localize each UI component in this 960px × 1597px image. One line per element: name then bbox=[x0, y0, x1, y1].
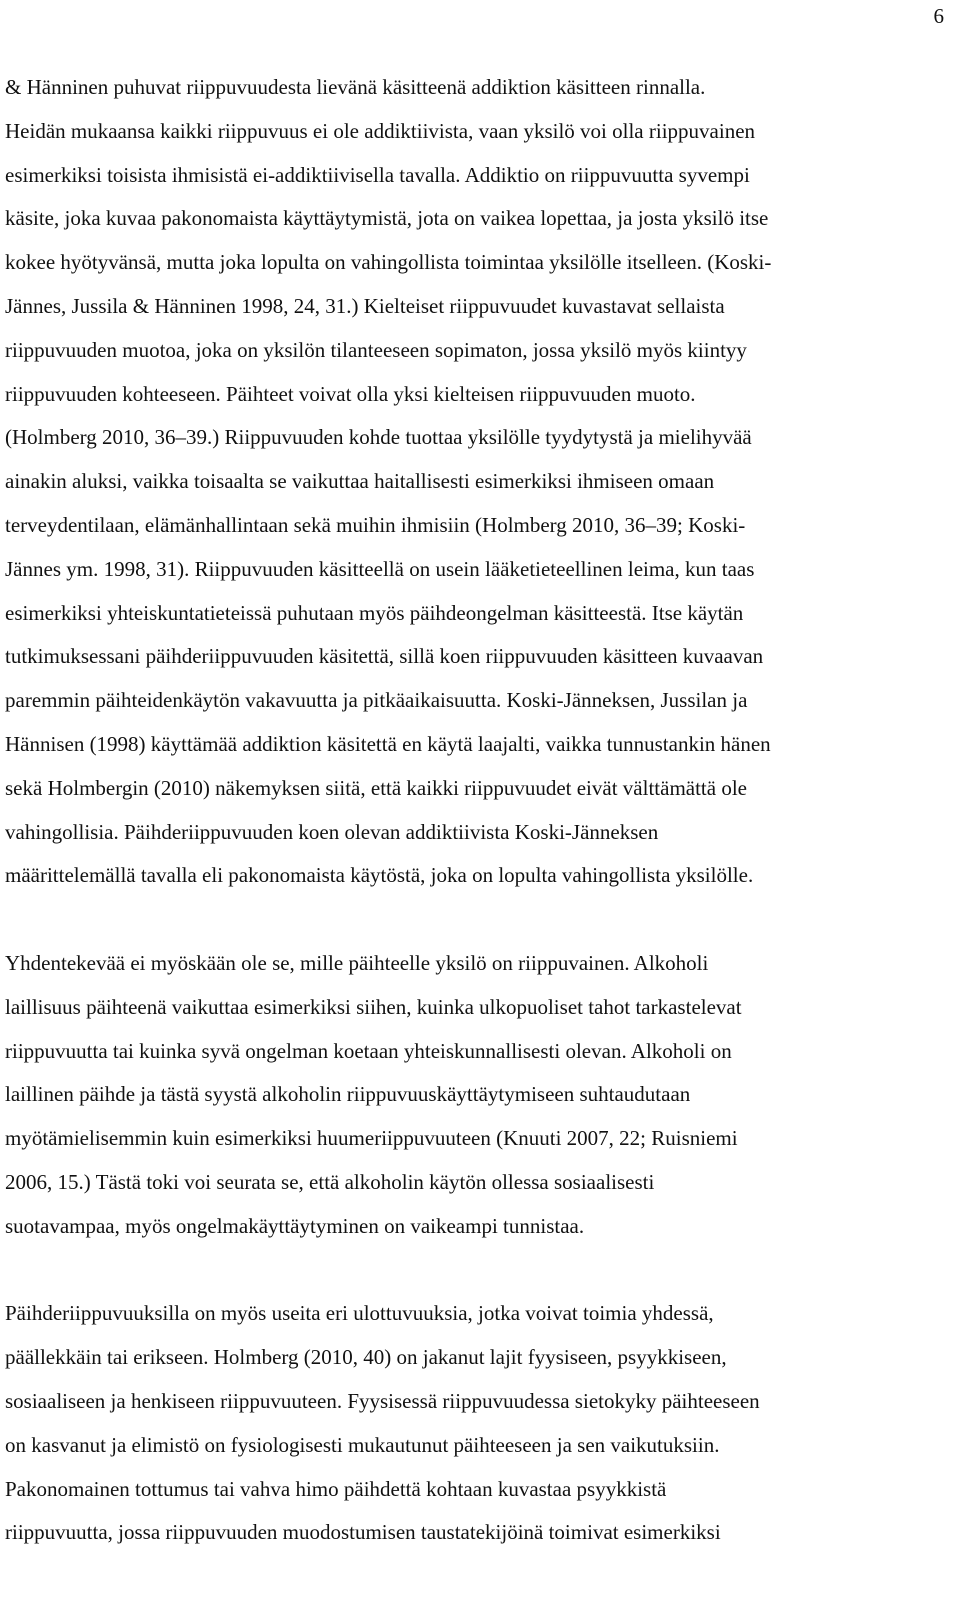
text-line: esimerkiksi yhteiskuntatieteissä puhutaan myös päihdeongelman käsitteestä. Itse käytän bbox=[5, 600, 744, 625]
text-line: riippuvuutta, jossa riippuvuuden muodostumisen taustatekijöinä toimivat esimerkiksi bbox=[5, 1520, 721, 1545]
text-line: Päihderiippuvuuksilla on myös useita eri ulottuvuuksia, jotka voivat toimia yhdessä, bbox=[5, 1301, 714, 1326]
text-line: terveydentilaan, elämänhallintaan sekä muihin ihmisiin (Holmberg 2010, 36–39; Koski- bbox=[5, 512, 746, 537]
text-line: laillinen päihde ja tästä syystä alkoholin riippuvuuskäyttäytymiseen suhtaudutaan bbox=[5, 1082, 691, 1107]
paragraph bbox=[5, 66, 960, 898]
text-line: päällekkäin tai erikseen. Holmberg (2010, 40) on jakanut lajit fyysiseen, psyykkiseen, bbox=[5, 1345, 727, 1370]
text-line: esimerkiksi toisista ihmisistä ei-addiktiivisella tavalla. Addiktio on riippuvuutta syvempi bbox=[5, 162, 750, 187]
text-line: Hännisen (1998) käyttämää addiktion käsitettä en käytä laajalti, vaikka tunnustankin hänen bbox=[5, 731, 771, 756]
text-line: 2006, 15.) Tästä toki voi seurata se, että alkoholin käytön ollessa sosiaalisesti bbox=[5, 1169, 655, 1194]
paragraph-spacer bbox=[5, 898, 960, 942]
text-line: riippuvuuden muotoa, joka on yksilön tilanteeseen sopimaton, jossa yksilö myös kiintyy bbox=[5, 337, 747, 362]
text-line: kokee hyötyvänsä, mutta joka lopulta on vahingollista toimintaa yksilölle itselleen. (Koski- bbox=[5, 250, 772, 275]
text-line: ainakin aluksi, vaikka toisaalta se vaikuttaa haitallisesti esimerkiksi ihmiseen omaan bbox=[5, 469, 715, 494]
text-line: määrittelemällä tavalla eli pakonomaista käytöstä, joka on lopulta vahingollista yksilölle. bbox=[5, 863, 754, 888]
text-line: riippuvuuden kohteeseen. Päihteet voivat olla yksi kielteisen riippuvuuden muoto. bbox=[5, 381, 696, 406]
text-line: & Hänninen puhuvat riippuvuudesta lievänä käsitteenä addiktion käsitteen rinnalla. bbox=[5, 75, 706, 99]
text-line: laillisuus päihteenä vaikuttaa esimerkiksi siihen, kuinka ulkopuoliset tahot tarkastelevat bbox=[5, 994, 742, 1019]
paragraph bbox=[5, 1292, 960, 1555]
text-line: (Holmberg 2010, 36–39.) Riippuvuuden kohde tuottaa yksilölle tyydytystä ja mielihyvää bbox=[5, 425, 752, 450]
text-line: sekä Holmbergin (2010) näkemyksen siitä, että kaikki riippuvuudet eivät välttämättä ole bbox=[5, 775, 747, 800]
document-body bbox=[5, 66, 960, 1555]
text-line: käsite, joka kuvaa pakonomaista käyttäytymistä, jota on vaikea lopettaa, ja josta yksilö itse bbox=[5, 206, 769, 231]
page-number: 6 bbox=[933, 4, 944, 28]
text-line: on kasvanut ja elimistö on fysiologisesti mukautunut päihteeseen ja sen vaikutuksiin. bbox=[5, 1432, 720, 1457]
paragraph bbox=[5, 942, 960, 1249]
text-line: Heidän mukaansa kaikki riippuvuus ei ole addiktiivista, vaan yksilö voi olla riippuvainen bbox=[5, 118, 756, 143]
text-line: Jännes ym. 1998, 31). Riippuvuuden käsitteellä on usein lääketieteellinen leima, kun taas bbox=[5, 556, 755, 581]
text-line: suotavampaa, myös ongelmakäyttäytyminen on vaikeampi tunnistaa. bbox=[5, 1213, 585, 1238]
text-line: paremmin päihteidenkäytön vakavuutta ja pitkäaikaisuutta. Koski-Jänneksen, Jussilan ja bbox=[5, 688, 748, 713]
paragraph-spacer bbox=[5, 1249, 960, 1293]
text-line: sosiaaliseen ja henkiseen riippuvuuteen. Fyysisessä riippuvuudessa sietokyky päihteeseen bbox=[5, 1388, 760, 1413]
text-line: Jännes, Jussila & Hänninen 1998, 24, 31.) Kielteiset riippuvuudet kuvastavat sellaista bbox=[5, 293, 725, 318]
text-line: Pakonomainen tottumus tai vahva himo päihdettä kohtaan kuvastaa psyykkistä bbox=[5, 1476, 667, 1501]
text-line: myötämielisemmin kuin esimerkiksi huumeriippuvuuteen (Knuuti 2007, 22; Ruisniemi bbox=[5, 1126, 738, 1151]
text-line: vahingollisia. Päihderiippuvuuden koen olevan addiktiivista Koski-Jänneksen bbox=[5, 819, 659, 844]
text-line: Yhdentekevää ei myöskään ole se, mille päihteelle yksilö on riippuvainen. Alkoholi bbox=[5, 950, 709, 975]
text-line: tutkimuksessani päihderiippuvuuden käsitettä, sillä koen riippuvuuden käsitteen kuvaavan bbox=[5, 644, 764, 669]
text-line: riippuvuutta tai kuinka syvä ongelman koetaan yhteiskunnallisesti olevan. Alkoholi on bbox=[5, 1038, 732, 1063]
